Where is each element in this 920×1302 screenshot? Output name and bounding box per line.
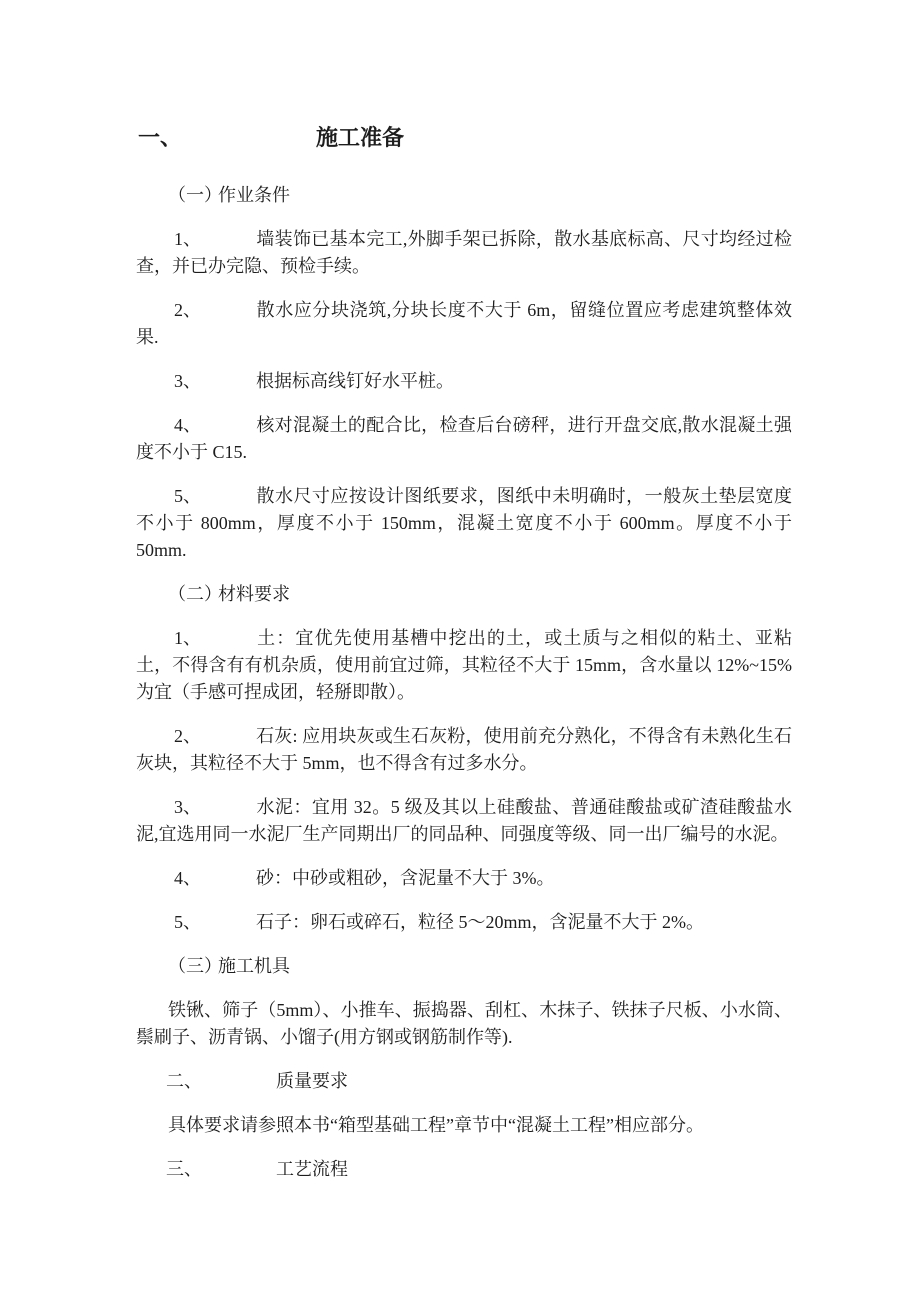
material-item-4 (136, 865, 792, 892)
item-text: 石灰: 应用块灰或生石灰粉，使用前充分熟化，不得含有未熟化生石灰块，其粒径不大于 5mm，也不得含有过多水分。 (136, 726, 792, 773)
subheading-work-conditions (136, 182, 792, 209)
item-text: 根据标高线钉好水平桩。 (256, 371, 454, 391)
item-number: 2、 (174, 726, 201, 746)
material-item-3 (136, 794, 792, 848)
work-item-1 (136, 226, 792, 280)
item-number: 3、 (174, 797, 201, 817)
heading-marker: 二、 (166, 1071, 202, 1091)
item-text: 石子：卵石或碎石，粒径 5～20mm，含泥量不大于 2%。 (256, 912, 704, 932)
heading-label: 质量要求 (276, 1071, 348, 1091)
item-number: 5、 (174, 912, 201, 932)
item-number: 4、 (174, 868, 201, 888)
main-heading-marker: 一、 (138, 125, 183, 150)
subheading-material-requirements (136, 581, 792, 608)
tools-paragraph: 铁锹、筛子（5mm）、小推车、振捣器、刮杠、木抹子、铁抹子尺板、小水筒、鬃刷子、沥青锅、小馏子(用方钢或钢筋制作等). (136, 1000, 792, 1047)
main-heading-text: 施工准备 (316, 125, 405, 150)
main-heading (136, 121, 792, 155)
item-text: 散水尺寸应按设计图纸要求，图纸中未明确时，一般灰土垫层宽度不小于 800mm，厚度不小于 150mm，混凝土宽度不小于 600mm。厚度不小于 50mm. (136, 486, 792, 560)
quality-paragraph: 具体要求请参照本书“箱型基础工程”章节中“混凝土工程”相应部分。 (168, 1115, 704, 1135)
material-item-1 (136, 625, 792, 706)
subheading-marker: （三） (168, 956, 222, 976)
material-item-5 (136, 909, 792, 936)
heading-label: 工艺流程 (276, 1159, 348, 1179)
item-text: 核对混凝土的配合比，检查后台磅秤，进行开盘交底,散水混凝土强度不小于 C15. (136, 415, 792, 462)
work-item-4 (136, 412, 792, 466)
item-number: 2、 (174, 300, 201, 320)
item-number: 1、 (174, 628, 201, 648)
heading-process-flow (136, 1156, 792, 1183)
item-text: 墙装饰已基本完工,外脚手架已拆除，散水基底标高、尺寸均经过检查，并已办完隐、预检手续。 (136, 229, 792, 276)
subheading-label: 施工机具 (218, 956, 290, 976)
item-number: 5、 (174, 486, 201, 506)
item-text: 水泥：宜用 32。5 级及其以上硅酸盐、普通硅酸盐或矿渣硅酸盐水泥,宜选用同一水泥厂生产同期出厂的同品种、同强度等级、同一出厂编号的水泥。 (136, 797, 792, 844)
subheading-construction-tools (136, 953, 792, 980)
work-item-3 (136, 368, 792, 395)
work-item-5 (136, 483, 792, 564)
subheading-marker: （一） (168, 185, 222, 205)
item-number: 4、 (174, 415, 201, 435)
item-number: 3、 (174, 371, 201, 391)
subheading-label: 材料要求 (218, 584, 290, 604)
item-text: 砂：中砂或粗砂，含泥量不大于 3%。 (256, 868, 555, 888)
heading-quality-requirements (136, 1068, 792, 1095)
subheading-marker: （二） (168, 584, 222, 604)
subheading-label: 作业条件 (218, 185, 290, 205)
item-number: 1、 (174, 229, 201, 249)
item-text: 土：宜优先使用基槽中挖出的土，或土质与之相似的粘土、亚粘土，不得含有有机杂质，使用前宜过筛，其粒径不大于 15mm，含水量以 12%~15%为宜（手感可捏成团，轻掰即散）。 (136, 628, 792, 702)
heading-marker: 三、 (166, 1159, 202, 1179)
work-item-2 (136, 297, 792, 351)
material-item-2 (136, 723, 792, 777)
item-text: 散水应分块浇筑,分块长度不大于 6m，留缝位置应考虑建筑整体效果. (136, 300, 792, 347)
